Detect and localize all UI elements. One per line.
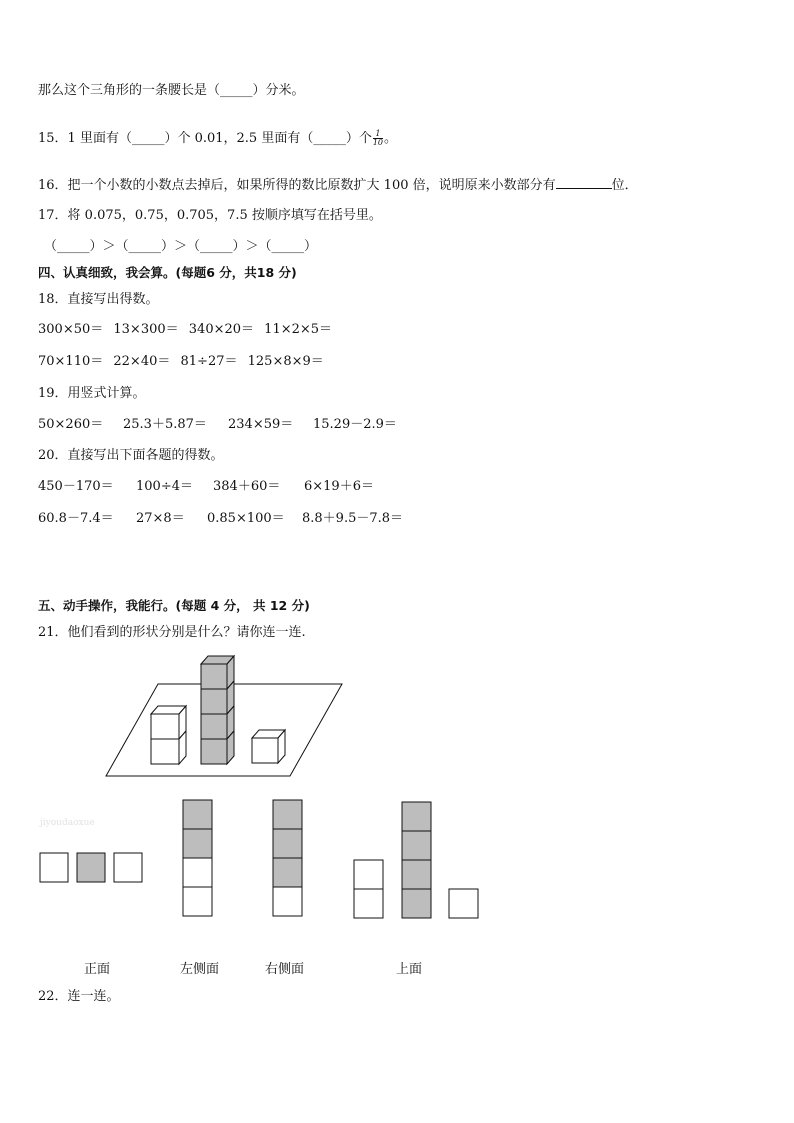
single-cube <box>252 730 285 763</box>
q15-fraction-denominator: 10 <box>372 138 384 147</box>
q15-fraction-numerator: 1 <box>373 130 383 139</box>
q16-text: 16．把一个小数的小数点去掉后，如果所得的数比原数扩大 100 倍，说明原来小数部分有 <box>38 178 556 193</box>
q21: 21．他们看到的形状分别是什么？请你连一连. <box>38 625 306 640</box>
q18-item: 13×300＝ <box>113 322 179 337</box>
view-c-column <box>273 800 302 916</box>
q17: 17．将 0.075，0.75，0.705，7.5 按顺序填写在括号里。 <box>38 208 382 223</box>
q18-item: 300×50＝ <box>38 322 104 337</box>
q18-item: 70×110＝ <box>38 354 104 369</box>
q18-item: 125×8×9＝ <box>247 354 324 369</box>
q15-text: 15．1 里面有（_____）个 0.01，2.5 里面有（_____）个 <box>38 131 372 146</box>
caption-right-side: 右侧面 <box>265 962 305 977</box>
q18-item: 81÷27＝ <box>180 354 238 369</box>
q22: 22．连一连。 <box>38 989 120 1004</box>
q20-item: 100÷4＝ <box>136 479 193 494</box>
view-b-column <box>183 800 212 916</box>
q16-end: 位． <box>611 178 638 193</box>
q19-item: 234×59＝ <box>228 417 294 432</box>
q17-order: （_____）＞（_____）＞（_____）＞（_____） <box>44 239 318 254</box>
q19-item: 25.3＋5.87＝ <box>123 417 207 432</box>
section-5-heading: 五、动手操作，我能行。(每题 4 分， 共 12 分) <box>38 598 310 613</box>
view-a-three-in-row <box>40 853 142 882</box>
q20-item: 384＋60＝ <box>213 479 281 494</box>
q19-item: 15.29－2.9＝ <box>313 417 397 432</box>
left-cube-stack <box>151 706 186 764</box>
caption-left-side: 左侧面 <box>180 962 220 977</box>
q18: 18．直接写出得数。 <box>38 292 159 307</box>
section-4-heading: 四、认真细致，我会算。(每题6 分，共18 分) <box>38 265 297 280</box>
q20-item: 450－170＝ <box>38 479 114 494</box>
q20-item: 0.85×100＝ <box>207 511 285 526</box>
q18-item: 22×40＝ <box>113 354 171 369</box>
q14-tail: 那么这个三角形的一条腰长是（_____）分米。 <box>38 83 305 98</box>
view-d-combination <box>354 802 478 918</box>
q19-item: 50×260＝ <box>38 417 104 432</box>
watermark: jiyoudaoxue <box>40 818 95 828</box>
q20-item: 27×8＝ <box>136 511 185 526</box>
q18-item: 340×20＝ <box>188 322 255 337</box>
q20-item: 6×19＋6＝ <box>304 479 374 494</box>
q20: 20．直接写出下面各题的得数。 <box>38 448 224 463</box>
q20-item: 8.8＋9.5－7.8＝ <box>302 511 404 526</box>
tall-cube-stack <box>201 656 234 764</box>
q20-item: 60.8－7.4＝ <box>38 511 114 526</box>
q15-end: 。 <box>384 131 398 146</box>
q18-item: 11×2×5＝ <box>264 322 333 337</box>
q19: 19．用竖式计算。 <box>38 386 146 401</box>
caption-top: 上面 <box>396 962 423 977</box>
caption-front: 正面 <box>84 962 111 977</box>
